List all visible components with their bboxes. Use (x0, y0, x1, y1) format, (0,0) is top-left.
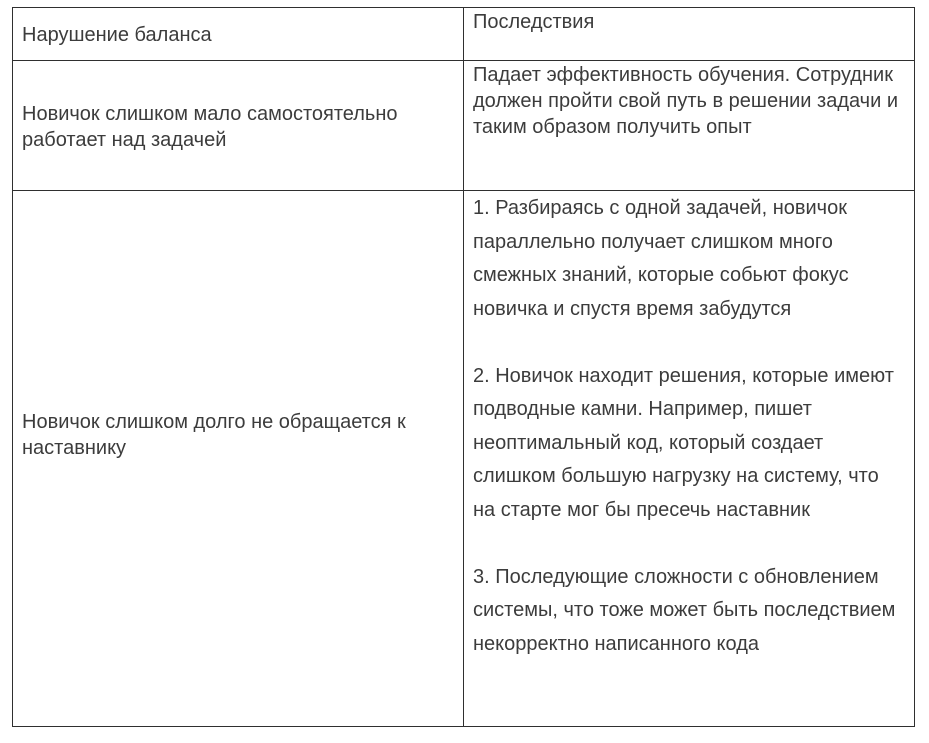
table-border-middle (463, 7, 464, 727)
row1-problem-text: Новичок слишком мало самостоятельно работает над задачей (22, 103, 398, 151)
table-border-left (12, 7, 13, 727)
paragraph-spacer (473, 527, 905, 561)
row2-consequence-item-1: 1. Разбираясь с одной задачей, новичок параллельно получает слишком много смежных знаний, которые собьют фокус новичка и спустя время забудутся (473, 197, 849, 320)
row1-consequence-text: Падает эффективность обучения. Сотрудник должен пройти свой путь в решении задачи и таким образом получить опыт (473, 64, 898, 138)
paragraph-spacer (473, 326, 905, 360)
header-violation-label: Нарушение баланса (22, 24, 212, 46)
row2-problem-text: Новичок слишком долго не обращается к наставнику (22, 411, 406, 459)
row2-consequence-item-2: 2. Новичок находит решения, которые имеют подводные камни. Например, пишет неоптимальный код, который создает слишком большую нагрузку на систему, что на старте мог бы пресечь наставник (473, 364, 894, 521)
row2-problem-cell (22, 409, 458, 461)
header-cell-consequences (473, 9, 905, 35)
row1-consequence-cell (473, 62, 905, 140)
row2-consequences-cell (473, 192, 905, 661)
balance-table (12, 7, 915, 727)
row1-problem-cell (22, 101, 458, 153)
table-border-right (914, 7, 915, 727)
row2-consequence-item-3: 3. Последующие сложности с обновлением системы, что тоже может быть последствием некорректно написанного кода (473, 565, 896, 655)
header-cell-violation (22, 22, 458, 48)
header-consequences-label: Последствия (473, 11, 595, 33)
